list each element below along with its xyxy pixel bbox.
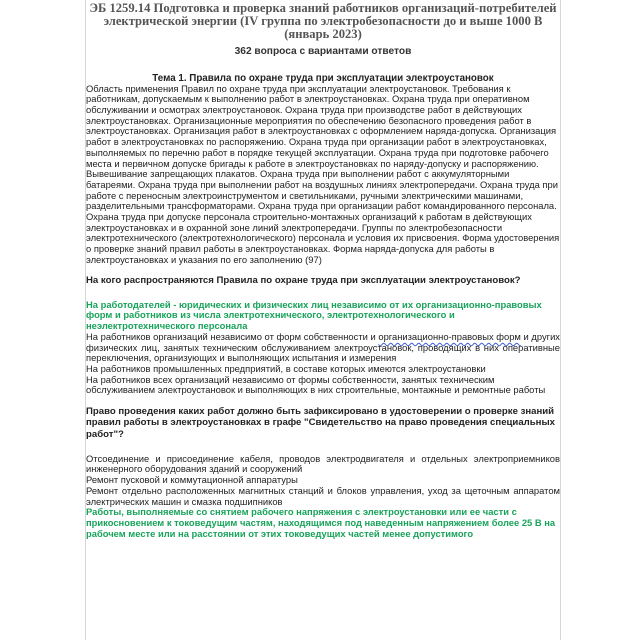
option-1-continuation: и других физических лиц, занятых техническим обслуживанием электроустановок, проводящих в них оперативные переключения, организующих и выполняющих испытания и измерения xyxy=(86,330,560,364)
topic-description: Область применения Правил по охране труда при эксплуатации электроустановок. Требования к работникам, допускаемым к выполнению работ в электроустановках. Охрана труда при оперативном обслуживании и осмотрах электроустановок. Охрана труда при производстве работ в действующих электроустановках. Организационные мероприятия по обеспечению безопасного проведения работ в электроустановках. Организация работ в электроустановках с оформлением наряда-допуска. Организация работ в электроустановках по распоряжению. Охрана труда при организации работ в электроустановках, выполняемых по перечню работ в порядке текущей эксплуатации. Охрана труда при подготовке рабочего места и первичном допуске бригады к работе в электроустановках по наряду-допуску и распоряжению. Вывешивание запрещающих плакатов. Охрана труда при выполнении работ с аккумуляторными батареями. Охрана труда при выполнении работ на воздушных линиях электропередачи. Охрана труда при работе с переносным электроинструментом и светильниками, ручными электрическими машинами, разделительными трансформаторами. Охрана труда при организации работ командированного персонала. Охрана труда при допуске персонала строительно-монтажных организаций к работам в действующих электроустановках и в охранной зоне линий электропередачи. Группы по электробезопасности электротехнического (электротехнологического) персонала и условия их присвоения. Форма удостоверения о проверке знаний правил работы в электроустановках. Форма наряда-допуска для работы в электроустановках и указания по его заполнению (97) xyxy=(86,82,560,265)
question-1-option-1 xyxy=(86,332,560,364)
option-1-text: На работников организаций независимо от форм собственности и xyxy=(86,330,376,342)
document-page xyxy=(86,0,560,640)
question-2: Право проведения каких работ должно быть зафиксировано в удостоверении о проверке знаний правил работы в электроустановках в графе "Свидетельство на право проведения специальных работ"? xyxy=(86,406,555,440)
question-1-option-2: На работников промышленных предприятий, в составе которых имеются электроустановки xyxy=(86,362,486,374)
question-2-option-1: Отсоединение и присоединение кабеля, проводов электродвигателя и отдельных электроприемников инженерного оборудования зданий и сооружений xyxy=(86,452,560,475)
document-title: ЭБ 1259.14 Подготовка и проверка знаний работников организаций-потребителей электрической энергии (IV группа по электробезопасности до и выше 1000 В (январь 2023) xyxy=(89,1,557,42)
topic-heading: Тема 1. Правила по охране труда при эксплуатации электроустановок xyxy=(152,72,494,84)
question-1: На кого распространяются Правила по охране труда при эксплуатации электроустановок? xyxy=(86,274,521,286)
question-1-option-3: На работников всех организаций независимо от формы собственности, занятых техническим обслуживанием электроустановок и выполняющих в них строительные, монтажные и ремонтные работы xyxy=(86,373,546,396)
question-2-correct-answer: Работы, выполняемые со снятием рабочего напряжения с электроустановки или ее части с прикосновением к токоведущим частям, находящимся под наведенным напряжением более 25 В на рабочем месте или на расстоянии от этих токоведущих частей менее допустимого xyxy=(86,506,556,539)
question-1-correct-answer: На работодателей - юридических и физических лиц независимо от их организационно-правовых форм и работников из числа электротехнического, электротехнологического и неэлектротехнического персонала xyxy=(86,298,542,332)
question-2-option-2: Ремонт пусковой и коммутационной аппаратуры xyxy=(86,474,298,486)
document-subtitle: 362 вопроса с вариантами ответов xyxy=(234,45,412,57)
spellcheck-flagged-word: организационно-правовых форм xyxy=(378,330,521,342)
page-border-right xyxy=(560,0,561,640)
question-2-option-3: Ремонт отдельно расположенных магнитных станций и блоков управления, уход за щеточным аппаратом электрических машин и смазка подшипников xyxy=(86,484,560,507)
